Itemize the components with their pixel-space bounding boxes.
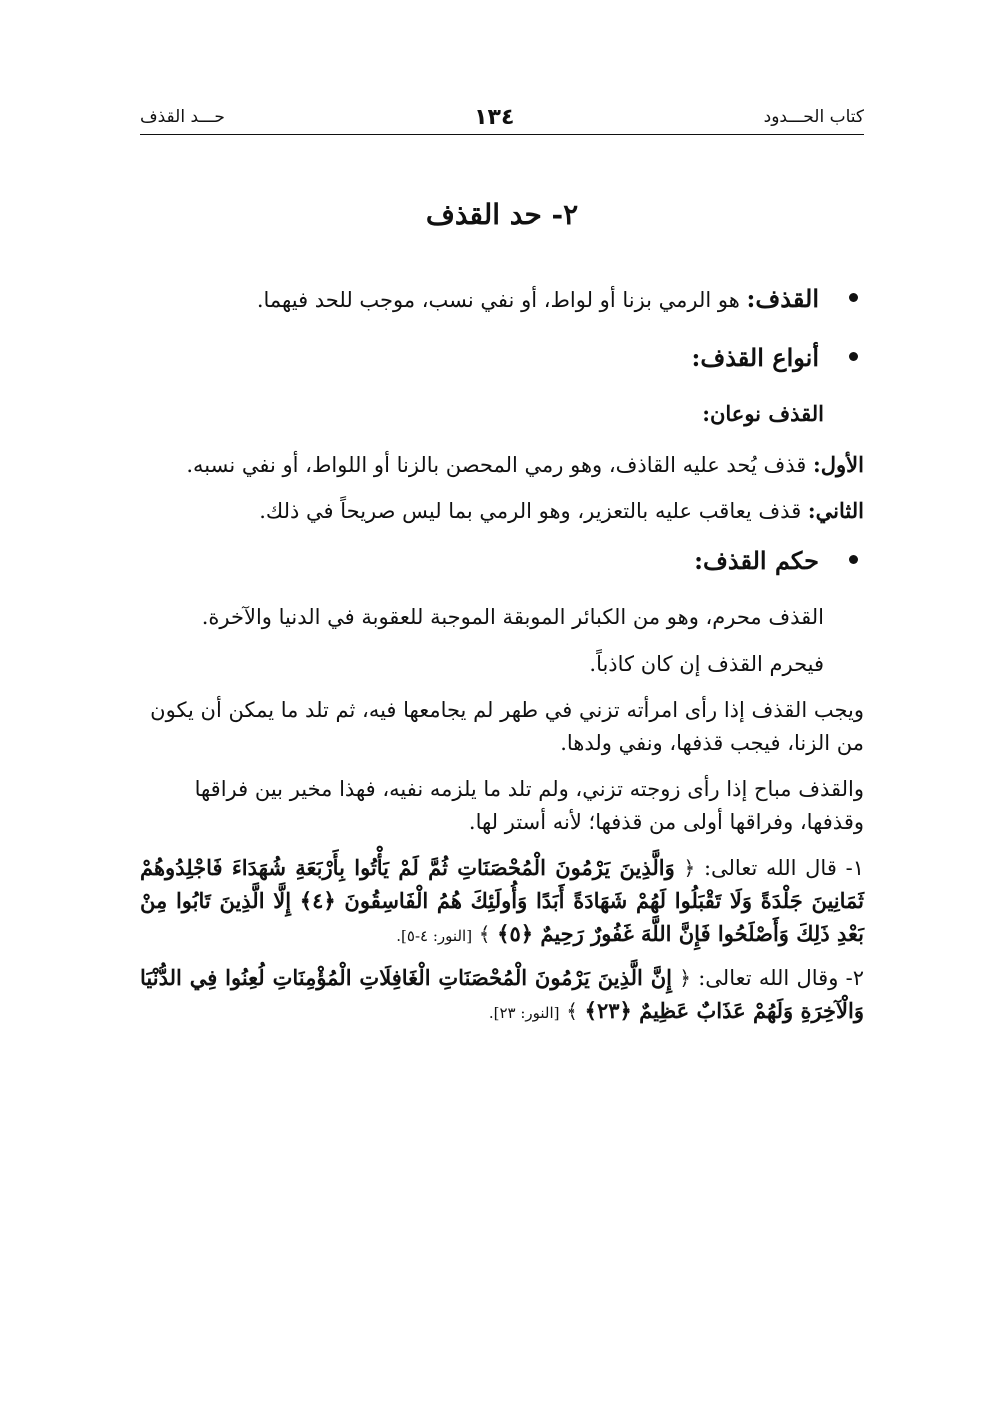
ruling-heading: حكم القذف: (694, 546, 819, 576)
page-content (140, 280, 864, 1039)
header-section-title: حـــد القذف (140, 107, 225, 127)
evidence-item-2 (140, 962, 864, 1027)
chapter-title: ٢- حد القذف (425, 198, 579, 231)
verse-reference: [النور: ٤-٥]. (396, 926, 473, 945)
evidence-intro: قال الله تعالى: (703, 856, 837, 881)
definition-line (257, 280, 819, 317)
verse-reference: [النور: ٢٣]. (488, 1003, 560, 1022)
verse-close-bracket: ﴾ (566, 998, 578, 1023)
definition-text: هو الرمي بزنا أو لواط، أو نفي نسب، موجب للحد فيهما. (256, 288, 740, 312)
type-first (140, 449, 864, 482)
type-second-text: قذف يعاقب عليه بالتعزير، وهو الرمي بما ليس صريحاً في ذلك. (259, 499, 802, 524)
definition-item (140, 280, 864, 317)
running-header (140, 102, 864, 132)
verse-close-bracket: ﴾ (478, 921, 491, 946)
type-first-text: قذف يُحد عليه القاذف، وهو رمي المحصن بالزنا أو اللواط، أو نفي نسبه. (186, 452, 807, 477)
verse-open-bracket: ﴿ (679, 966, 691, 991)
type-second-label: الثاني: (807, 498, 864, 524)
ruling-paragraph-2: فيحرم القذف إن كان كاذباً. (589, 651, 824, 676)
ruling-paragraph-3: ويجب القذف إذا رأى امرأته تزني في طهر لم يجامعها فيه، ثم تلد ما يمكن أن يكون من الزنا، فيجب قذفها، ونفي ولدها. (150, 698, 864, 755)
definition-term: القذف: (746, 284, 819, 313)
header-rule (140, 134, 864, 135)
type-second (140, 495, 864, 528)
quran-verse: إِنَّ الَّذِينَ يَرْمُونَ الْمُحْصَنَاتِ الْغَافِلَاتِ الْمُؤْمِنَاتِ لُعِنُوا فِي الدُّنْيَا وَالْآخِرَةِ وَلَهُمْ عَذَابٌ عَظِيمٌ ﴿٢٣﴾ (140, 965, 864, 1023)
evidence-number: ١- (845, 856, 864, 881)
type-first-label: الأول: (813, 451, 864, 477)
bullet-dot-icon (849, 555, 858, 564)
types-heading-item (140, 339, 864, 376)
ruling-heading-item (140, 542, 864, 579)
ruling-paragraph-4: والقذف مباح إذا رأى زوجته تزني، ولم تلد ما يلزمه نفيه، فهذا مخير بين فراقها وقذفها، وفراقها أولى من قذفها؛ لأنه أستر لها. (194, 777, 864, 834)
verse-open-bracket: ﴿ (683, 856, 696, 881)
bullet-dot-icon (849, 293, 858, 302)
page-number: ١٣٤ (474, 104, 515, 130)
header-book-title: كتاب الحـــدود (763, 107, 864, 127)
evidence-intro: وقال الله تعالى: (698, 966, 839, 991)
bullet-dot-icon (849, 352, 858, 361)
evidence-number: ٢- (845, 966, 864, 991)
ruling-paragraph-1: القذف محرم، وهو من الكبائر الموبقة الموجبة للعقوبة في الدنيا والآخرة. (201, 605, 824, 630)
quran-verse: وَالَّذِينَ يَرْمُونَ الْمُحْصَنَاتِ ثُمَّ لَمْ يَأْتُوا بِأَرْبَعَةِ شُهَدَاءَ فَاجْلِدُوهُمْ ثَمَانِينَ جَلْدَةً وَلَا تَقْبَلُوا لَهُمْ شَهَادَةً أَبَدًا وَأُولَئِكَ هُمُ الْفَاسِقُونَ ﴿٤﴾ إِلَّا الَّذِينَ تَابُوا مِنْ بَعْدِ ذَلِكَ وَأَصْلَحُوا فَإِنَّ اللَّهَ غَفُورٌ رَحِيمٌ ﴿٥﴾ (140, 855, 865, 946)
types-subheading: القذف نوعان: (702, 401, 824, 427)
evidence-item-1 (140, 852, 864, 950)
types-heading: أنواع القذف: (691, 343, 819, 373)
